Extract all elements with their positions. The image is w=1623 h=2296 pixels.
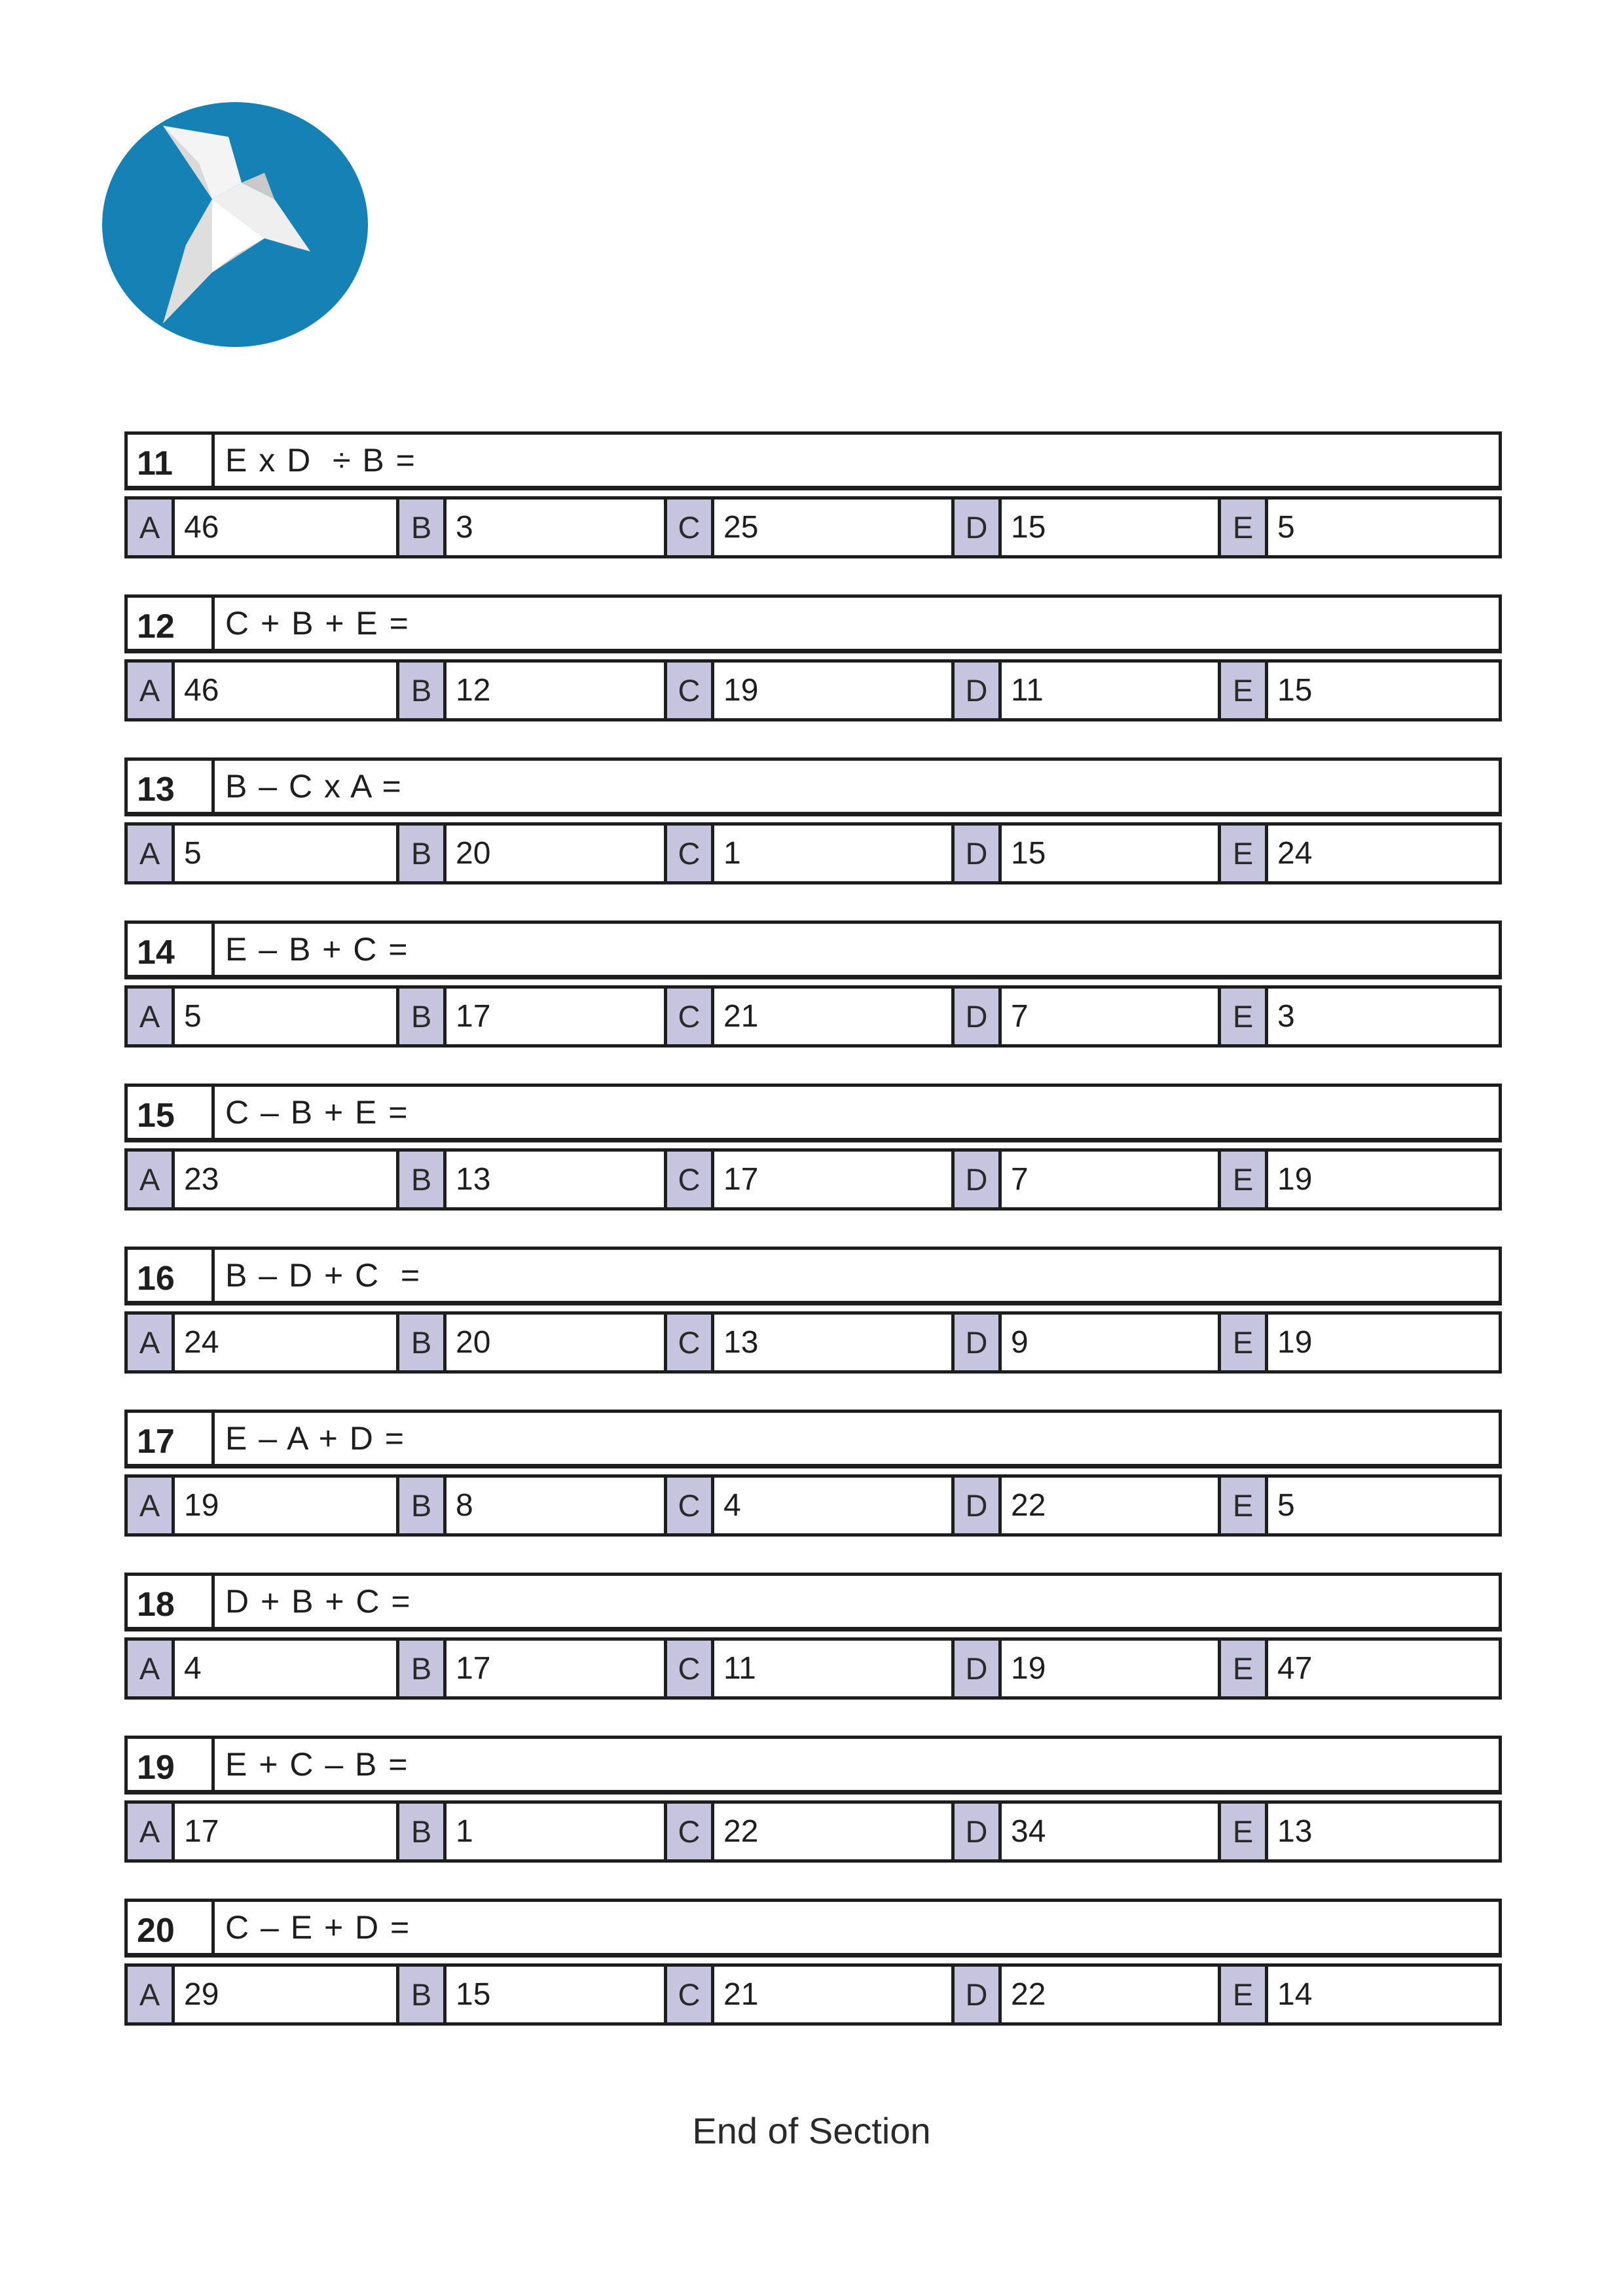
option-letter: C (667, 663, 714, 718)
answer-option-b[interactable] (396, 500, 664, 555)
question-20 (124, 1899, 1506, 2035)
answer-options (124, 985, 1502, 1048)
answer-option-b[interactable] (396, 1641, 664, 1696)
option-letter: D (955, 500, 1002, 555)
answer-option-d[interactable] (951, 989, 1218, 1044)
option-letter: E (1221, 663, 1268, 718)
option-value: 46 (184, 510, 219, 545)
question-expression: E – A + D = (225, 1420, 405, 1457)
option-letter: D (955, 826, 1002, 881)
answer-option-c[interactable] (664, 500, 951, 555)
option-value: 4 (723, 1488, 741, 1523)
option-letter: C (667, 1641, 714, 1696)
answer-option-b[interactable] (396, 1804, 664, 1859)
option-letter: C (667, 500, 714, 555)
option-value: 9 (1011, 1325, 1029, 1360)
option-value: 11 (1011, 673, 1044, 708)
option-letter: E (1221, 1152, 1268, 1207)
question-expression: E – B + C = (225, 931, 409, 968)
question-expression: B – D + C = (225, 1257, 422, 1294)
option-letter: A (128, 826, 175, 881)
option-letter: A (128, 663, 175, 718)
question-expression: B – C x A = (225, 768, 403, 805)
option-letter: B (399, 1478, 447, 1533)
option-letter: B (399, 1967, 447, 2022)
answer-options (124, 496, 1502, 558)
answer-option-a[interactable] (128, 500, 396, 555)
answer-options (124, 659, 1502, 721)
option-letter: A (128, 1804, 175, 1859)
answer-option-c[interactable] (664, 663, 951, 718)
option-value: 13 (456, 1162, 491, 1197)
option-letter: C (667, 989, 714, 1044)
answer-option-c[interactable] (664, 1152, 951, 1207)
option-value: 34 (1011, 1814, 1046, 1849)
option-letter: E (1221, 1967, 1268, 2022)
option-letter: D (955, 1804, 1002, 1859)
option-value: 13 (723, 1325, 759, 1360)
answer-option-d[interactable] (951, 663, 1218, 718)
option-value: 5 (1277, 1488, 1295, 1523)
answer-options (124, 1311, 1502, 1374)
answer-option-e[interactable] (1218, 989, 1499, 1044)
answer-option-d[interactable] (951, 1804, 1218, 1859)
option-value: 19 (184, 1488, 219, 1523)
answer-option-d[interactable] (951, 1152, 1218, 1207)
answer-option-a[interactable] (128, 1315, 396, 1370)
option-value: 25 (723, 510, 759, 545)
option-value: 17 (456, 999, 491, 1034)
option-value: 21 (723, 1977, 759, 2012)
option-value: 13 (1277, 1814, 1313, 1849)
answer-option-e[interactable] (1218, 826, 1499, 881)
answer-option-e[interactable] (1218, 1315, 1499, 1370)
question-number: 12 (128, 598, 215, 649)
option-value: 15 (456, 1977, 491, 2012)
option-value: 3 (456, 510, 473, 545)
answer-options (124, 1474, 1502, 1537)
option-letter: B (399, 1804, 447, 1859)
end-of-section-text: End of Section (692, 2110, 931, 2151)
answer-options (124, 1963, 1502, 2026)
option-letter: C (667, 1315, 714, 1370)
question-18 (124, 1573, 1506, 1709)
answer-option-e[interactable] (1218, 1804, 1499, 1859)
question-16 (124, 1247, 1506, 1383)
answer-options (124, 1148, 1502, 1211)
answer-option-b[interactable] (396, 989, 664, 1044)
answer-option-b[interactable] (396, 663, 664, 718)
option-letter: D (955, 989, 1002, 1044)
option-letter: B (399, 663, 447, 718)
answer-option-d[interactable] (951, 826, 1218, 881)
question-12 (124, 594, 1506, 731)
option-value: 15 (1277, 673, 1313, 708)
answer-option-a[interactable] (128, 826, 396, 881)
answer-option-a[interactable] (128, 1641, 396, 1696)
option-letter: A (128, 989, 175, 1044)
answer-option-e[interactable] (1218, 1641, 1499, 1696)
question-expression: E + C – B = (225, 1746, 409, 1783)
question-number: 19 (128, 1739, 215, 1790)
option-value: 22 (1011, 1977, 1046, 2012)
question-number: 13 (128, 761, 215, 812)
question-14 (124, 920, 1506, 1057)
option-letter: A (128, 1152, 175, 1207)
option-value: 7 (1011, 999, 1029, 1034)
answer-option-c[interactable] (664, 1804, 951, 1859)
question-header (124, 431, 1502, 490)
question-header (124, 757, 1502, 816)
question-header (124, 1573, 1502, 1631)
question-number: 16 (128, 1250, 215, 1301)
option-value: 4 (184, 1651, 202, 1686)
question-number: 20 (128, 1902, 215, 1953)
question-15 (124, 1084, 1506, 1220)
answer-option-d[interactable] (951, 1478, 1218, 1533)
option-value: 22 (1011, 1488, 1046, 1523)
answer-option-b[interactable] (396, 1967, 664, 2022)
option-letter: C (667, 826, 714, 881)
option-letter: A (128, 1967, 175, 2022)
answer-option-d[interactable] (951, 1967, 1218, 2022)
option-value: 15 (1011, 510, 1046, 545)
option-letter: B (399, 1641, 447, 1696)
answer-option-a[interactable] (128, 989, 396, 1044)
question-header (124, 594, 1502, 653)
question-header (124, 1899, 1502, 1958)
question-expression: C + B + E = (225, 605, 410, 642)
question-expression: E x D ÷ B = (225, 442, 416, 479)
answer-option-e[interactable] (1218, 663, 1499, 718)
answer-option-a[interactable] (128, 1152, 396, 1207)
question-header (124, 920, 1502, 979)
question-number: 17 (128, 1413, 215, 1464)
answer-option-c[interactable] (664, 1967, 951, 2022)
option-value: 24 (1277, 836, 1313, 871)
option-letter: D (955, 1152, 1002, 1207)
option-value: 17 (723, 1162, 759, 1197)
option-letter: D (955, 1478, 1002, 1533)
option-value: 47 (1277, 1651, 1313, 1686)
option-value: 29 (184, 1977, 219, 2012)
option-value: 5 (184, 836, 202, 871)
option-value: 12 (456, 673, 491, 708)
answer-option-b[interactable] (396, 1315, 664, 1370)
option-letter: C (667, 1478, 714, 1533)
answer-options (124, 1637, 1502, 1700)
option-value: 5 (1277, 510, 1295, 545)
option-letter: D (955, 1315, 1002, 1370)
option-letter: E (1221, 1315, 1268, 1370)
option-letter: E (1221, 989, 1268, 1044)
answer-option-e[interactable] (1218, 1967, 1499, 2022)
option-letter: D (955, 1967, 1002, 2022)
option-value: 17 (184, 1814, 219, 1849)
answer-option-c[interactable] (664, 989, 951, 1044)
option-letter: B (399, 989, 447, 1044)
option-letter: C (667, 1967, 714, 2022)
question-header (124, 1247, 1502, 1305)
option-value: 5 (184, 999, 202, 1034)
option-letter: E (1221, 1804, 1268, 1859)
question-number: 18 (128, 1576, 215, 1627)
logo (101, 101, 369, 348)
question-number: 15 (128, 1087, 215, 1138)
answer-option-d[interactable] (951, 1641, 1218, 1696)
option-letter: C (667, 1804, 714, 1859)
answer-options (124, 822, 1502, 884)
answer-options (124, 1800, 1502, 1863)
answer-option-b[interactable] (396, 1152, 664, 1207)
option-letter: E (1221, 1478, 1268, 1533)
option-value: 17 (456, 1651, 491, 1686)
option-value: 14 (1277, 1977, 1313, 2012)
option-value: 3 (1277, 999, 1295, 1034)
option-value: 23 (184, 1162, 219, 1197)
answer-option-c[interactable] (664, 1478, 951, 1533)
question-expression: C – B + E = (225, 1094, 409, 1131)
question-header (124, 1736, 1502, 1795)
option-letter: E (1221, 826, 1268, 881)
question-header (124, 1410, 1502, 1468)
question-header (124, 1084, 1502, 1142)
option-letter: E (1221, 500, 1268, 555)
option-letter: A (128, 1315, 175, 1370)
option-letter: A (128, 1641, 175, 1696)
answer-option-a[interactable] (128, 1804, 396, 1859)
option-value: 46 (184, 673, 219, 708)
answer-option-e[interactable] (1218, 1478, 1499, 1533)
option-letter: D (955, 663, 1002, 718)
answer-option-d[interactable] (951, 1315, 1218, 1370)
answer-option-e[interactable] (1218, 500, 1499, 555)
option-letter: B (399, 826, 447, 881)
option-value: 19 (1277, 1162, 1313, 1197)
option-value: 8 (456, 1488, 473, 1523)
option-value: 15 (1011, 836, 1046, 871)
option-letter: B (399, 1315, 447, 1370)
answer-option-c[interactable] (664, 1315, 951, 1370)
answer-option-c[interactable] (664, 826, 951, 881)
option-letter: B (399, 1152, 447, 1207)
question-number: 11 (128, 435, 215, 486)
option-value: 19 (1011, 1651, 1046, 1686)
origami-bird-icon (101, 101, 369, 348)
option-value: 11 (723, 1651, 756, 1686)
option-letter: C (667, 1152, 714, 1207)
question-19 (124, 1736, 1506, 1872)
option-value: 7 (1011, 1162, 1029, 1197)
question-expression: C – E + D = (225, 1909, 411, 1946)
question-11 (124, 431, 1506, 568)
question-number: 14 (128, 924, 215, 975)
option-value: 20 (456, 1325, 491, 1360)
answer-option-d[interactable] (951, 500, 1218, 555)
option-letter: B (399, 500, 447, 555)
question-list (124, 431, 1506, 2062)
question-expression: D + B + C = (225, 1583, 412, 1620)
option-value: 24 (184, 1325, 219, 1360)
option-letter: E (1221, 1641, 1268, 1696)
answer-option-c[interactable] (664, 1641, 951, 1696)
answer-option-b[interactable] (396, 826, 664, 881)
option-value: 22 (723, 1814, 759, 1849)
option-letter: A (128, 1478, 175, 1533)
question-13 (124, 757, 1506, 894)
option-value: 19 (723, 673, 759, 708)
answer-option-b[interactable] (396, 1478, 664, 1533)
option-value: 1 (456, 1814, 473, 1849)
option-value: 1 (723, 836, 741, 871)
question-17 (124, 1410, 1506, 1546)
answer-option-a[interactable] (128, 1967, 396, 2022)
option-letter: A (128, 500, 175, 555)
answer-option-a[interactable] (128, 663, 396, 718)
answer-option-a[interactable] (128, 1478, 396, 1533)
answer-option-e[interactable] (1218, 1152, 1499, 1207)
option-value: 19 (1277, 1325, 1313, 1360)
option-value: 20 (456, 836, 491, 871)
option-value: 21 (723, 999, 759, 1034)
option-letter: D (955, 1641, 1002, 1696)
